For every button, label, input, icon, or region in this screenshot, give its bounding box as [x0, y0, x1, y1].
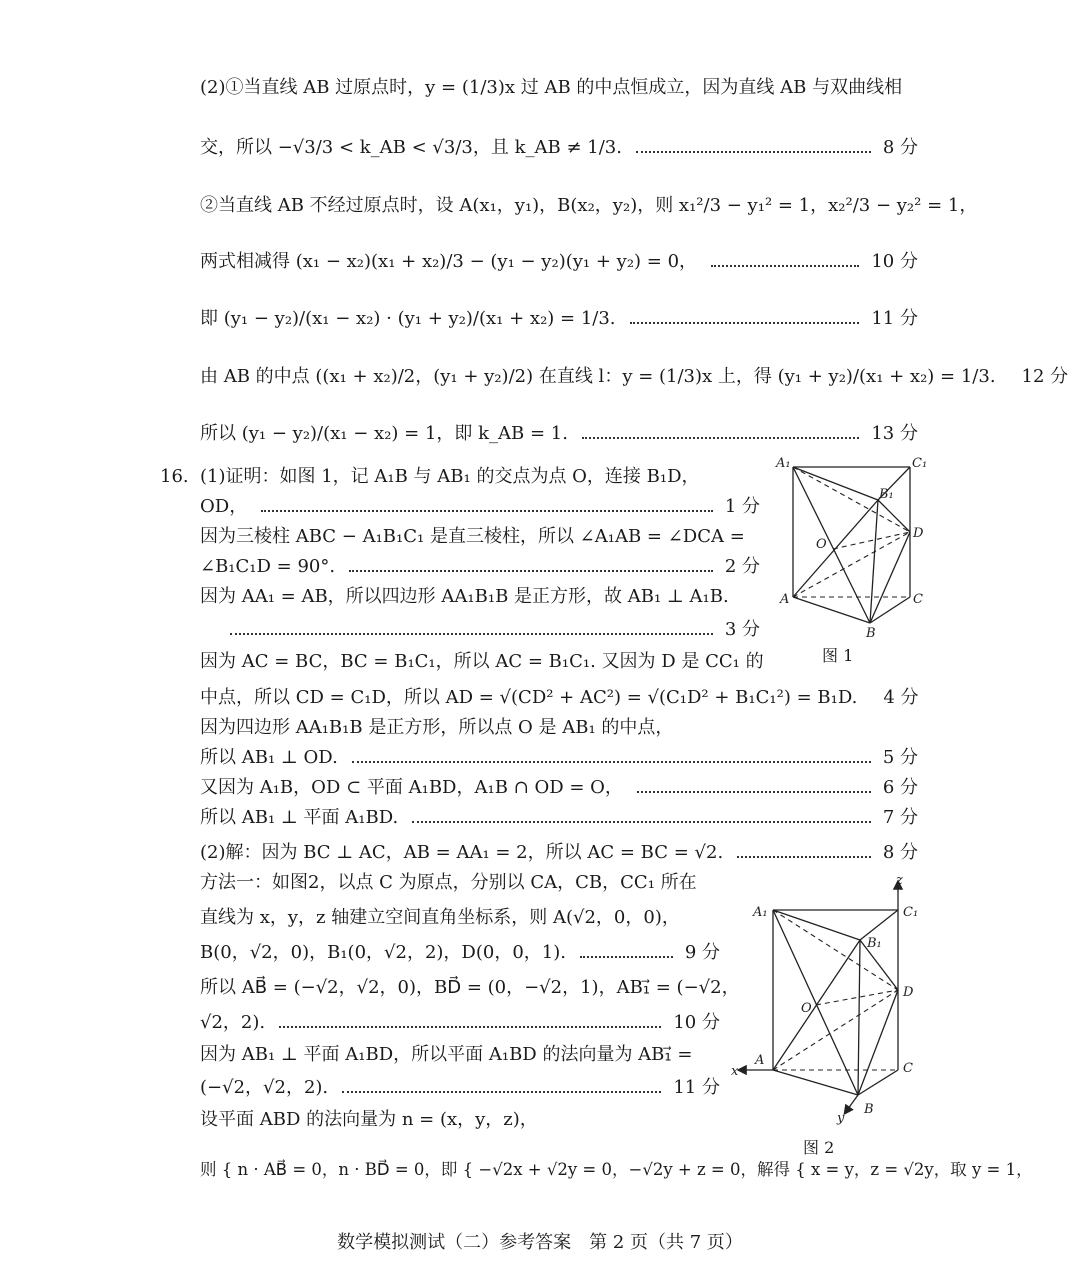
q16-line-9	[200, 716, 918, 740]
axis-y	[845, 1095, 858, 1113]
figure-2-caption: 图 2	[803, 1138, 835, 1157]
q16-line-8	[200, 686, 918, 710]
label-o: O	[816, 537, 827, 552]
leader-dots	[349, 570, 713, 572]
edge-a1b1	[773, 910, 860, 940]
line-15-2	[200, 136, 918, 160]
label-a1: A₁	[753, 905, 768, 920]
leader-dots	[737, 856, 871, 858]
q16-line-17	[200, 976, 740, 1000]
label-b: B	[864, 1102, 874, 1117]
line-text: 所以 AB₁ ⊥ 平面 A₁BD.	[200, 807, 399, 828]
leader-dots	[580, 956, 673, 958]
q16-line-14	[200, 871, 720, 895]
score: 10 分	[871, 251, 918, 272]
q16-line-3	[200, 525, 760, 549]
q16-line-18	[200, 1011, 720, 1035]
label-o: O	[801, 1001, 812, 1016]
label-x: x	[731, 1064, 739, 1079]
line-text: √2，2).	[200, 1012, 266, 1033]
figure-1-caption: 图 1	[822, 646, 854, 665]
score: 7 分	[882, 807, 918, 828]
q16-line-20	[200, 1076, 720, 1100]
line-text: 即 (y₁ − y₂)/(x₁ − x₂) · (y₁ + y₂)/(x₁ + x₂) = 1/3.	[200, 308, 616, 329]
seg-od-hidden	[816, 990, 898, 1005]
edge-b1b	[870, 500, 878, 623]
score: 11 分	[871, 308, 918, 329]
seg-bd	[858, 990, 898, 1095]
seg-od-hidden	[833, 532, 910, 549]
q16-line-15	[200, 906, 720, 930]
label-a1: A₁	[776, 456, 791, 471]
line-text: 所以 AB⃗ = (−√2，√2，0)，BD⃗ = (0，−√2，1)，AB₁⃗ = (−√2，	[200, 977, 740, 998]
q16-line-5	[200, 585, 760, 609]
line-15-7	[200, 422, 918, 446]
edge-ab	[773, 1070, 858, 1095]
line-text: (1)证明：如图 1，记 A₁B 与 AB₁ 的交点为点 O，连接 B₁D，	[200, 466, 700, 487]
line-text: 因为 AB₁ ⊥ 平面 A₁BD，所以平面 A₁BD 的法向量为 AB₁⃗ =	[200, 1044, 693, 1065]
leader-dots	[279, 1026, 661, 1028]
leader-dots	[630, 322, 860, 324]
line-text: 因为三棱柱 ABC − A₁B₁C₁ 是直三棱柱，所以 ∠A₁AB = ∠DCA =	[200, 526, 745, 547]
page-footer: 数学模拟测试（二）参考答案 第 2 页（共 7 页）	[337, 1232, 743, 1253]
label-b1: B₁	[879, 487, 894, 502]
question-number: 16.	[160, 466, 189, 487]
score: 11 分	[673, 1077, 720, 1098]
leader-dots	[711, 265, 859, 267]
line-text: 方法一：如图2，以点 C 为原点，分别以 CA，CB，CC₁ 所在	[200, 872, 697, 893]
line-text: 直线为 x，y，z 轴建立空间直角坐标系，则 A(√2，0，0)，	[200, 907, 680, 928]
line-text: ∠B₁C₁D = 90°.	[200, 556, 336, 577]
leader-dots	[637, 791, 871, 793]
leader-dots	[352, 761, 871, 763]
line-text: 所以 AB₁ ⊥ OD.	[200, 747, 338, 768]
q16-line-13	[200, 841, 918, 865]
label-z: z	[896, 873, 903, 888]
line-text: 又因为 A₁B，OD ⊂ 平面 A₁BD，A₁B ∩ OD = O，	[200, 777, 623, 798]
label-c: C	[903, 1061, 913, 1076]
label-y: y	[837, 1111, 845, 1126]
label-a: A	[755, 1053, 765, 1068]
leader-dots	[261, 510, 713, 512]
line-text: (−√2，√2，2).	[200, 1077, 329, 1098]
q16-line-11	[200, 776, 918, 800]
score: 8 分	[882, 842, 918, 863]
score: 5 分	[882, 747, 918, 768]
line-text: 则 { n · AB⃗ = 0，n · BD⃗ = 0，即 { −√2x + √2y = 0，−√2y + z = 0，解得 { x = y，z = √2y，取 y = 1，	[200, 1160, 1033, 1179]
seg-a1b	[773, 910, 858, 1095]
q16-line-21	[200, 1108, 720, 1132]
line-15-6	[200, 365, 1069, 389]
line-text: 因为 AA₁ = AB，所以四边形 AA₁B₁B 是正方形，故 AB₁ ⊥ A₁B.	[200, 586, 729, 607]
line-text: 中点，所以 CD = C₁D，所以 AD = √(CD² + AC²) = √(C₁D² + B₁C₁²) = B₁D.	[200, 687, 858, 708]
label-a: A	[780, 592, 790, 607]
label-c1: C₁	[912, 456, 928, 471]
line-text: OD，	[200, 496, 248, 517]
q16-line-7	[200, 650, 764, 674]
q16-line-6	[200, 618, 760, 642]
line-text: 因为 AC = BC，BC = B₁C₁，所以 AC = B₁C₁. 又因为 D 是 CC₁ 的	[200, 651, 764, 672]
leader-dots	[582, 437, 859, 439]
q16-line-22	[200, 1158, 1033, 1182]
label-d: D	[903, 985, 914, 1000]
line-text: 所以 (y₁ − y₂)/(x₁ − x₂) = 1，即 k_AB = 1.	[200, 423, 568, 444]
leader-dots	[342, 1091, 661, 1093]
edge-b1b	[858, 940, 860, 1095]
score: 6 分	[882, 777, 918, 798]
line-15-1	[200, 76, 918, 100]
label-c: C	[913, 592, 923, 607]
edge-a1b1	[793, 467, 878, 500]
line-15-4	[200, 250, 918, 274]
edge-bc	[858, 1070, 898, 1095]
score: 10 分	[673, 1012, 720, 1033]
score: 4 分	[883, 687, 919, 708]
label-c1: C₁	[903, 905, 919, 920]
line-text: ②当直线 AB 不经过原点时，设 A(x₁，y₁)，B(x₂，y₂)，则 x₁²/3 − y₁² = 1，x₂²/3 − y₂² = 1，	[200, 195, 978, 216]
score: 12 分	[1021, 366, 1069, 387]
line-text: 因为四边形 AA₁B₁B 是正方形，所以点 O 是 AB₁ 的中点，	[200, 717, 674, 738]
q16-line-16	[200, 941, 720, 965]
label-b1: B₁	[867, 936, 882, 951]
line-text: (2)解：因为 BC ⊥ AC，AB = AA₁ = 2，所以 AC = BC = √2.	[200, 842, 724, 863]
seg-ad-hidden	[773, 990, 898, 1070]
q16-line-2	[200, 495, 760, 519]
leader-dots	[412, 821, 871, 823]
leader-dots	[230, 633, 713, 635]
q16-line-19	[200, 1043, 720, 1067]
line-text: (2)①当直线 AB 过原点时，y = (1/3)x 过 AB 的中点恒成立，因为直线 AB 与双曲线相	[200, 77, 903, 98]
q16-line-10	[200, 746, 918, 770]
seg-a1b	[793, 467, 870, 623]
line-15-5	[200, 307, 918, 331]
leader-dots	[636, 151, 871, 153]
score: 1 分	[724, 496, 760, 517]
figure-1-prism	[770, 455, 930, 640]
line-text: 两式相减得 (x₁ − x₂)(x₁ + x₂)/3 − (y₁ − y₂)(y₁ + y₂) = 0，	[200, 251, 698, 272]
q16-line-1	[200, 465, 760, 489]
score: 2 分	[724, 556, 760, 577]
label-d: D	[913, 526, 924, 541]
score: 8 分	[882, 137, 918, 158]
q16-line-12	[200, 806, 918, 830]
line-text: B(0，√2，0)，B₁(0，√2，2)，D(0，0，1).	[200, 942, 566, 963]
line-15-3	[200, 194, 978, 218]
score: 9 分	[684, 942, 720, 963]
line-text: 由 AB 的中点 ((x₁ + x₂)/2，(y₁ + y₂)/2) 在直线 l：y = (1/3)x 上，得 (y₁ + y₂)/(x₁ + x₂) = 1/3.	[200, 366, 996, 387]
seg-b1d	[878, 500, 910, 532]
score: 3 分	[724, 619, 760, 640]
score: 13 分	[871, 423, 918, 444]
line-text: 交，所以 −√3/3 < k_AB < √3/3，且 k_AB ≠ 1/3.	[200, 137, 622, 158]
label-b: B	[866, 626, 876, 640]
line-text: 设平面 ABD 的法向量为 n = (x，y，z)，	[200, 1109, 538, 1130]
seg-ad-hidden	[793, 532, 910, 597]
q16-line-4	[200, 555, 760, 579]
figure-2-coordinate-prism	[725, 870, 925, 1130]
